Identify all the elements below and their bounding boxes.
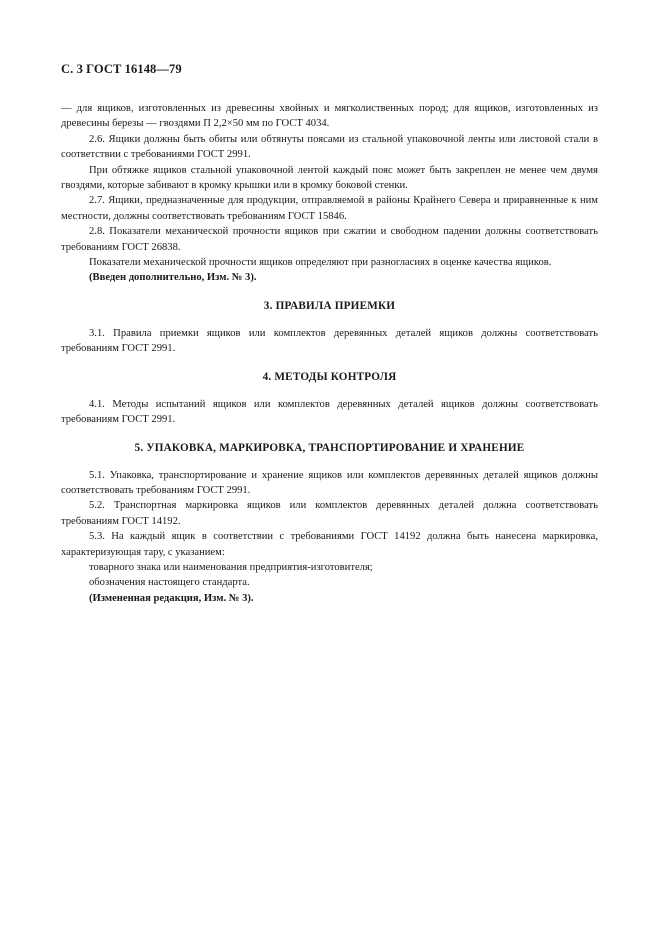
paragraph-4-1: 4.1. Методы испытаний ящиков или комплектов деревянных деталей ящиков должны соответствовать требованиям ГОСТ 2991.: [61, 398, 598, 426]
paragraph-2-6-strapping: При обтяжке ящиков стальной упаковочной лентой каждый пояс может быть закреплен не менее чем двумя гвоздями, которые забивают в кромку крышки или в кромку боковой стенки.: [61, 164, 598, 192]
section-5-title: 5. УПАКОВКА, МАРКИРОВКА, ТРАНСПОРТИРОВАНИЕ И ХРАНЕНИЕ: [134, 441, 525, 454]
paragraph-5-3: 5.3. На каждый ящик в соответствии с требованиями ГОСТ 14192 должна быть нанесена маркировка, характеризующая тару, с указанием:: [61, 531, 598, 558]
amendment-note-added: (Введен дополнительно, Изм. № 3).: [89, 272, 257, 284]
paragraph-2-6: 2.6. Ящики должны быть обиты или обтянуты поясами из стальной упаковочной ленты или листовой стали в соответствии с требованиями ГОСТ 2991.: [61, 133, 598, 161]
amendment-note-revised: (Измененная редакция, Изм. № 3).: [89, 592, 254, 604]
paragraph-2-7: 2.7. Ящики, предназначенные для продукции, отправляемой в районы Крайнего Севера и приравненные к ним местности, должны соответствовать требованиям ГОСТ 15846.: [61, 195, 598, 222]
paragraph-5-2: 5.2. Транспортная маркировка ящиков или комплектов деревянных деталей должна соответствовать требованиям ГОСТ 14192.: [61, 500, 598, 527]
paragraph-2-8: 2.8. Показатели механической прочности ящиков при сжатии и свободном падении должны соответствовать требованиям ГОСТ 26838.: [61, 226, 598, 253]
paragraph-continuation: — для ящиков, изготовленных из древесины хвойных и мягколиственных пород; для ящиков, изготовленных из древесины березы — гвоздями П 2,2×50 мм по ГОСТ 4034.: [61, 103, 598, 130]
list-item-trademark: товарного знака или наименования предприятия-изготовителя;: [89, 561, 373, 573]
document-page: [61, 62, 598, 606]
paragraph-3-1: 3.1. Правила приемки ящиков или комплектов деревянных деталей ящиков должны соответствовать требованиям ГОСТ 2991.: [61, 327, 598, 355]
section-4-title: 4. МЕТОДЫ КОНТРОЛЯ: [262, 370, 397, 383]
section-3-title: 3. ПРАВИЛА ПРИЕМКИ: [263, 299, 396, 312]
paragraph-5-1: 5.1. Упаковка, транспортирование и хранение ящиков или комплектов деревянных деталей ящиков должны соответствовать требованиям ГОСТ 2991.: [61, 469, 598, 496]
page-header: С. 3 ГОСТ 16148—79: [61, 62, 182, 76]
list-item-standard: обозначения настоящего стандарта.: [89, 577, 250, 589]
paragraph-2-8-disputes: Показатели механической прочности ящиков определяют при разногласиях в оценке качества ящиков.: [89, 257, 552, 269]
